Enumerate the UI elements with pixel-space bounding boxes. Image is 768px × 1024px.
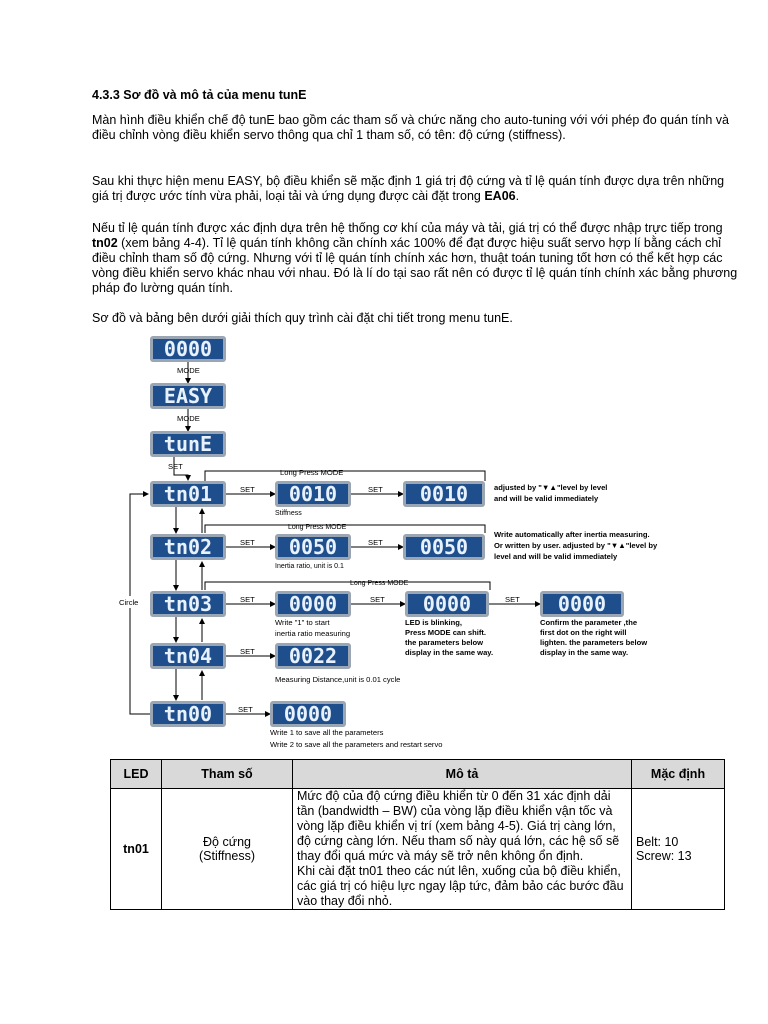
lcd-tn03-start xyxy=(275,591,351,617)
confirm-note-2: first dot on the right will xyxy=(540,628,627,637)
paragraph-easy-end: . xyxy=(515,189,520,203)
set-label-inertia: SET xyxy=(368,538,383,547)
param-name-en: (Stiffness) xyxy=(198,849,256,863)
header-led: LED xyxy=(111,760,162,789)
header-desc: Mô tả xyxy=(293,760,632,789)
default-screw: Screw: 13 xyxy=(636,849,692,863)
tune-menu-diagram xyxy=(110,333,700,753)
write-auto-note-1: Write automatically after inertia measuring. xyxy=(494,530,650,539)
set-label-top: SET xyxy=(168,462,183,471)
paragraph-inertia xyxy=(92,221,742,296)
set-label-tn04: SET xyxy=(240,647,255,656)
lcd-tn02 xyxy=(150,534,226,560)
lcd-tn00-text: tn00 xyxy=(163,702,213,726)
paragraph-inertia-rest: (xem bảng 4-4). Tỉ lệ quán tính không cần chính xác 100% để đạt được hiệu suất servo hợp lí bằng cách chỉ điều chỉnh tham số độ cứng. Nhưng với tỉ lệ quán tính chính xác hơn, thuật toán tuning tốt hơn có thể kết hợp các vòng điều khiển servo khác nhau với nhau. Đó là lí do tại sao rất nên có được tỉ lệ quán tính chính xác bằng phương pháp đo lường quán tính. xyxy=(92,236,738,295)
lcd-tn00 xyxy=(150,701,226,727)
lcd-easy xyxy=(150,383,226,409)
lcd-tn03-confirm xyxy=(540,591,624,617)
lcd-top xyxy=(150,336,226,362)
write-auto-note-3: level and will be valid immediately xyxy=(494,552,618,561)
set-label-tn01: SET xyxy=(240,485,255,494)
confirm-note-4: display in the same way. xyxy=(540,648,629,657)
param-name: Độ cứng xyxy=(203,835,251,849)
adjusted-note-2: and will be valid immediately xyxy=(494,494,599,503)
lcd-tn03-text: tn03 xyxy=(163,592,213,616)
desc-part-2: Khi cài đặt tn01 theo các nút lên, xuống của bộ điều khiển, các giá trị có hiệu lực ngay lập tức, đảm bảo các bước đầu vào thay đổi nhỏ. xyxy=(297,864,624,908)
lcd-stiffness-value xyxy=(275,481,351,507)
desc-part-1: Mức độ của độ cứng điều khiển từ 0 đến 31 xác định dải tần (bandwidth – BW) của vòng lặp điều khiển vận tốc và vòng lặp điều khiển vị trí (xem bảng 4-5). Giá trị càng lớn, độ cứng càng lớn. Nếu tham số này quá lớn, các hệ số sẽ thay đổi quá mức và máy sẽ trở nên không ổn định. xyxy=(297,789,620,863)
long-press-label-1: Long Press MODE xyxy=(280,468,344,477)
lcd-tn03-measure xyxy=(405,591,489,617)
lcd-tn04-text: tn04 xyxy=(163,644,213,668)
paragraph-diagram-intro: Sơ đồ và bảng bên dưới giải thích quy trình cài đặt chi tiết trong menu tunE. xyxy=(92,311,513,325)
default-belt: Belt: 10 xyxy=(636,835,679,849)
lcd-stiffness-confirm-text: 0010 xyxy=(419,482,469,506)
lcd-tn03-confirm-text: 0000 xyxy=(557,592,607,616)
section-heading: 4.3.3 Sơ đồ và mô tả của menu tunE xyxy=(92,88,307,102)
write-save-note-2: Write 2 to save all the parameters and restart servo xyxy=(270,740,443,749)
paragraph-inertia-text: Nếu tỉ lệ quán tính được xác định dựa trên hệ thống cơ khí của máy và tải, giá trị có thể được nhập trực tiếp trong xyxy=(92,221,723,235)
measuring-note: Measuring Distance,unit is 0.01 cycle xyxy=(275,675,401,684)
lcd-save xyxy=(270,701,346,727)
lcd-stiffness-confirm xyxy=(403,481,485,507)
circle-label: Circle xyxy=(119,598,139,607)
led-blink-note-1: LED is blinking, xyxy=(405,618,462,627)
header-param: Tham số xyxy=(162,760,293,789)
table-header-row xyxy=(111,760,725,789)
lcd-tn01 xyxy=(150,481,226,507)
long-press-label-2: Long Press MODE xyxy=(288,524,347,531)
lcd-distance-text: 0022 xyxy=(288,644,338,668)
confirm-note-1: Confirm the parameter ,the xyxy=(540,618,638,627)
set-label-tn02: SET xyxy=(240,538,255,547)
header-default: Mặc định xyxy=(632,760,725,789)
write-save-note-1: Write 1 to save all the parameters xyxy=(270,728,384,737)
led-blink-note-3: the parameters below xyxy=(405,638,484,647)
led-blink-note-2: Press MODE can shift. xyxy=(405,628,487,637)
lcd-tn02-text: tn02 xyxy=(163,535,213,559)
set-label-tn03-end: SET xyxy=(505,595,520,604)
lcd-tn04 xyxy=(150,643,226,669)
stiffness-caption: Stiffness xyxy=(275,510,302,517)
lcd-inertia-confirm xyxy=(403,534,485,560)
tune-parameter-table xyxy=(110,759,725,910)
paragraph-intro: Màn hình điều khiển chế độ tunE bao gồm các tham số và chức năng cho auto-tuning với với phép đo quán tính và điều chỉnh vòng điều khiển servo thông qua chỉ 1 tham số, có tên: độ cứng (stiffness). xyxy=(92,113,729,142)
write-auto-note-2: Or written by user. adjusted by "▼▲"level by xyxy=(494,541,658,550)
lcd-inertia-value xyxy=(275,534,351,560)
lcd-tn03-measure-text: 0000 xyxy=(422,592,472,616)
write1-note-1: Write "1" to start xyxy=(275,618,330,627)
lcd-stiffness-text: 0010 xyxy=(288,482,338,506)
cell-desc xyxy=(293,789,632,910)
lcd-tn01-text: tn01 xyxy=(163,482,213,506)
write1-note-2: inertia ratio measuring xyxy=(275,629,351,638)
inertia-caption: Inertia ratio, unit is 0.1 xyxy=(275,563,344,570)
mode-label-1: MODE xyxy=(177,366,200,375)
cell-default xyxy=(632,789,725,910)
confirm-note-3: lighten. the parameters below xyxy=(540,638,648,647)
lcd-tn03-start-text: 0000 xyxy=(288,592,338,616)
lcd-inertia-confirm-text: 0050 xyxy=(419,535,469,559)
lcd-distance xyxy=(275,643,351,669)
param-ea06: EA06 xyxy=(484,189,516,203)
lcd-save-text: 0000 xyxy=(283,702,333,726)
long-press-label-3: Long Press MODE xyxy=(350,580,409,587)
set-label-tn03: SET xyxy=(240,595,255,604)
lcd-tn03 xyxy=(150,591,226,617)
table-row xyxy=(111,789,725,910)
led-blink-note-4: display in the same way. xyxy=(405,648,494,657)
set-label-tn03-mid: SET xyxy=(370,595,385,604)
lcd-easy-text: EASY xyxy=(163,384,213,408)
param-tn02: tn02 xyxy=(92,236,118,250)
set-label-tn00: SET xyxy=(238,705,253,714)
lcd-tune-text: tunE xyxy=(163,432,213,456)
cell-param xyxy=(162,789,293,910)
mode-label-2: MODE xyxy=(177,414,200,423)
lcd-inertia-text: 0050 xyxy=(288,535,338,559)
set-label-stiffness: SET xyxy=(368,485,383,494)
paragraph-easy xyxy=(92,174,742,204)
paragraph-easy-text: Sau khi thực hiện menu EASY, bộ điều khiển sẽ mặc định 1 giá trị độ cứng và tỉ lệ quán tính được dựa trên những giá trị được ước tính vừa phải, loại tải và ứng dụng được cài đặt trong xyxy=(92,174,725,203)
adjusted-note-1: adjusted by "▼▲"level by level xyxy=(494,483,608,492)
lcd-tune xyxy=(150,431,226,457)
cell-led: tn01 xyxy=(111,789,162,910)
lcd-top-text: 0000 xyxy=(163,337,213,361)
